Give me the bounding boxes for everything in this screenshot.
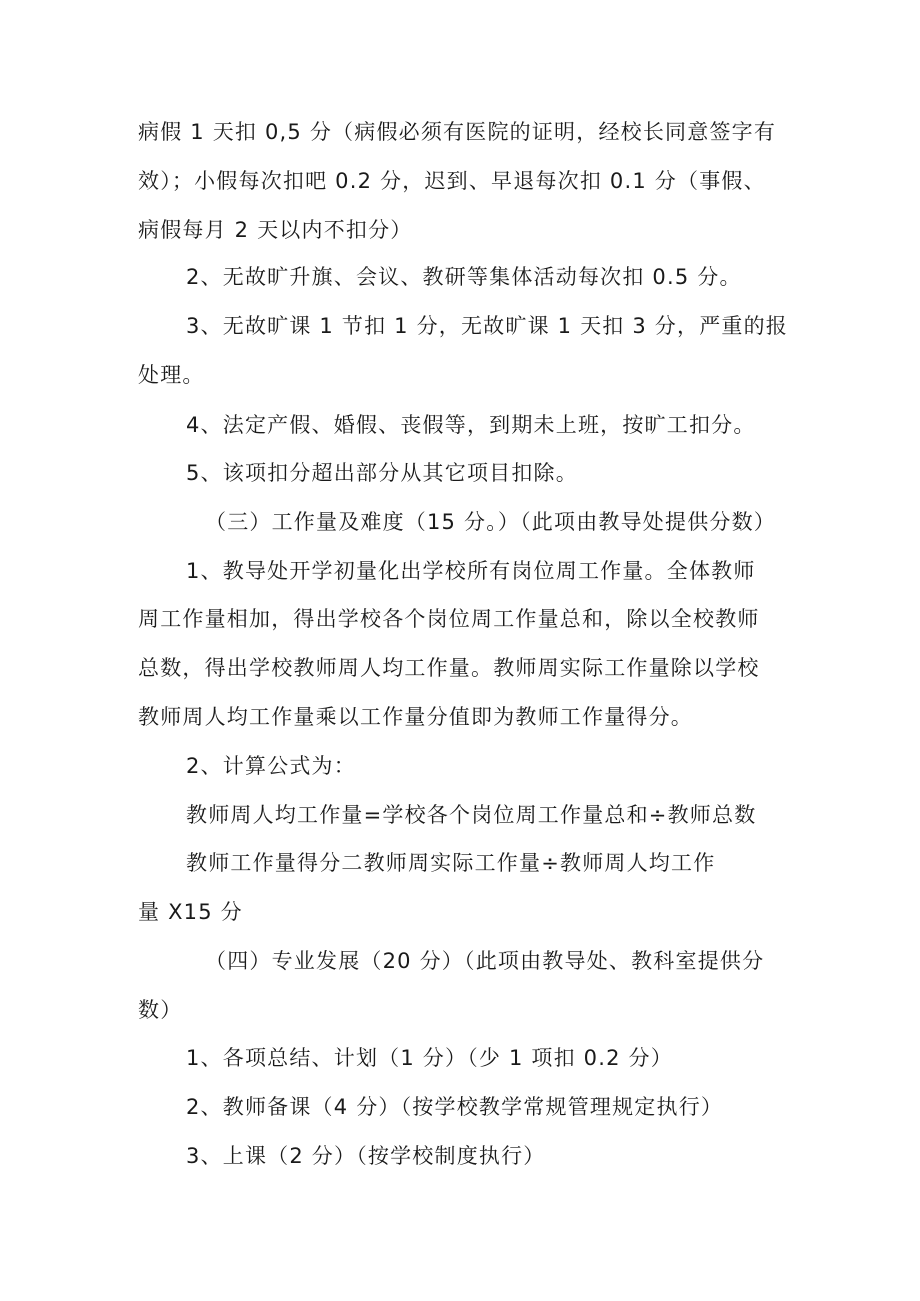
section-heading: （四）专业发展（20 分）（此项由教导处、教科室提供分 [205,949,765,973]
text-line: 效）；小假每次扣吧 0.2 分，迟到、早退每次扣 0.1 分（事假、 [138,169,766,193]
text-line: 2、教师备课（4 分）（按学校教学常规管理规定执行） [186,1095,724,1119]
text-line: 4、法定产假、婚假、丧假等，到期未上班，按旷工扣分。 [186,413,756,437]
text-line: 1、教导处开学初量化出学校所有岗位周工作量。全体教师 [186,559,756,583]
text-line: 2、计算公式为： [186,754,356,778]
text-line: 5、该项扣分超出部分从其它项目扣除。 [186,461,578,485]
text-line: 3、无故旷课 1 节扣 1 分，无故旷课 1 天扣 3 分，严重的报 [186,314,789,338]
text-line: 病假 1 天扣 0,5 分（病假必须有医院的证明，经校长同意签字有 [138,120,777,144]
text-line: 教师周人均工作量乘以工作量分值即为教师工作量得分。 [138,705,693,729]
text-line: 数） [138,998,183,1022]
text-line: 处理。 [138,363,205,387]
text-line: 2、无故旷升旗、会议、教研等集体活动每次扣 0.5 分。 [186,265,742,289]
formula-line: 量 X15 分 [138,900,243,924]
formula-line: 教师周人均工作量=学校各个岗位周工作量总和÷教师总数 [186,803,757,827]
text-line: 周工作量相加，得出学校各个岗位周工作量总和，除以全校教师 [138,607,760,631]
text-line: 总数，得出学校教师周人均工作量。教师周实际工作量除以学校 [138,656,760,680]
text-line: 3、上课（2 分）（按学校制度执行） [186,1144,546,1168]
formula-line: 教师工作量得分二教师周实际工作量÷教师周人均工作 [186,851,716,875]
text-line: 1、各项总结、计划（1 分）（少 1 项扣 0.2 分） [186,1046,673,1070]
section-heading: （三）工作量及难度（15 分。）（此项由教导处提供分数） [205,510,776,534]
text-line: 病假每月 2 天以内不扣分） [138,218,413,242]
